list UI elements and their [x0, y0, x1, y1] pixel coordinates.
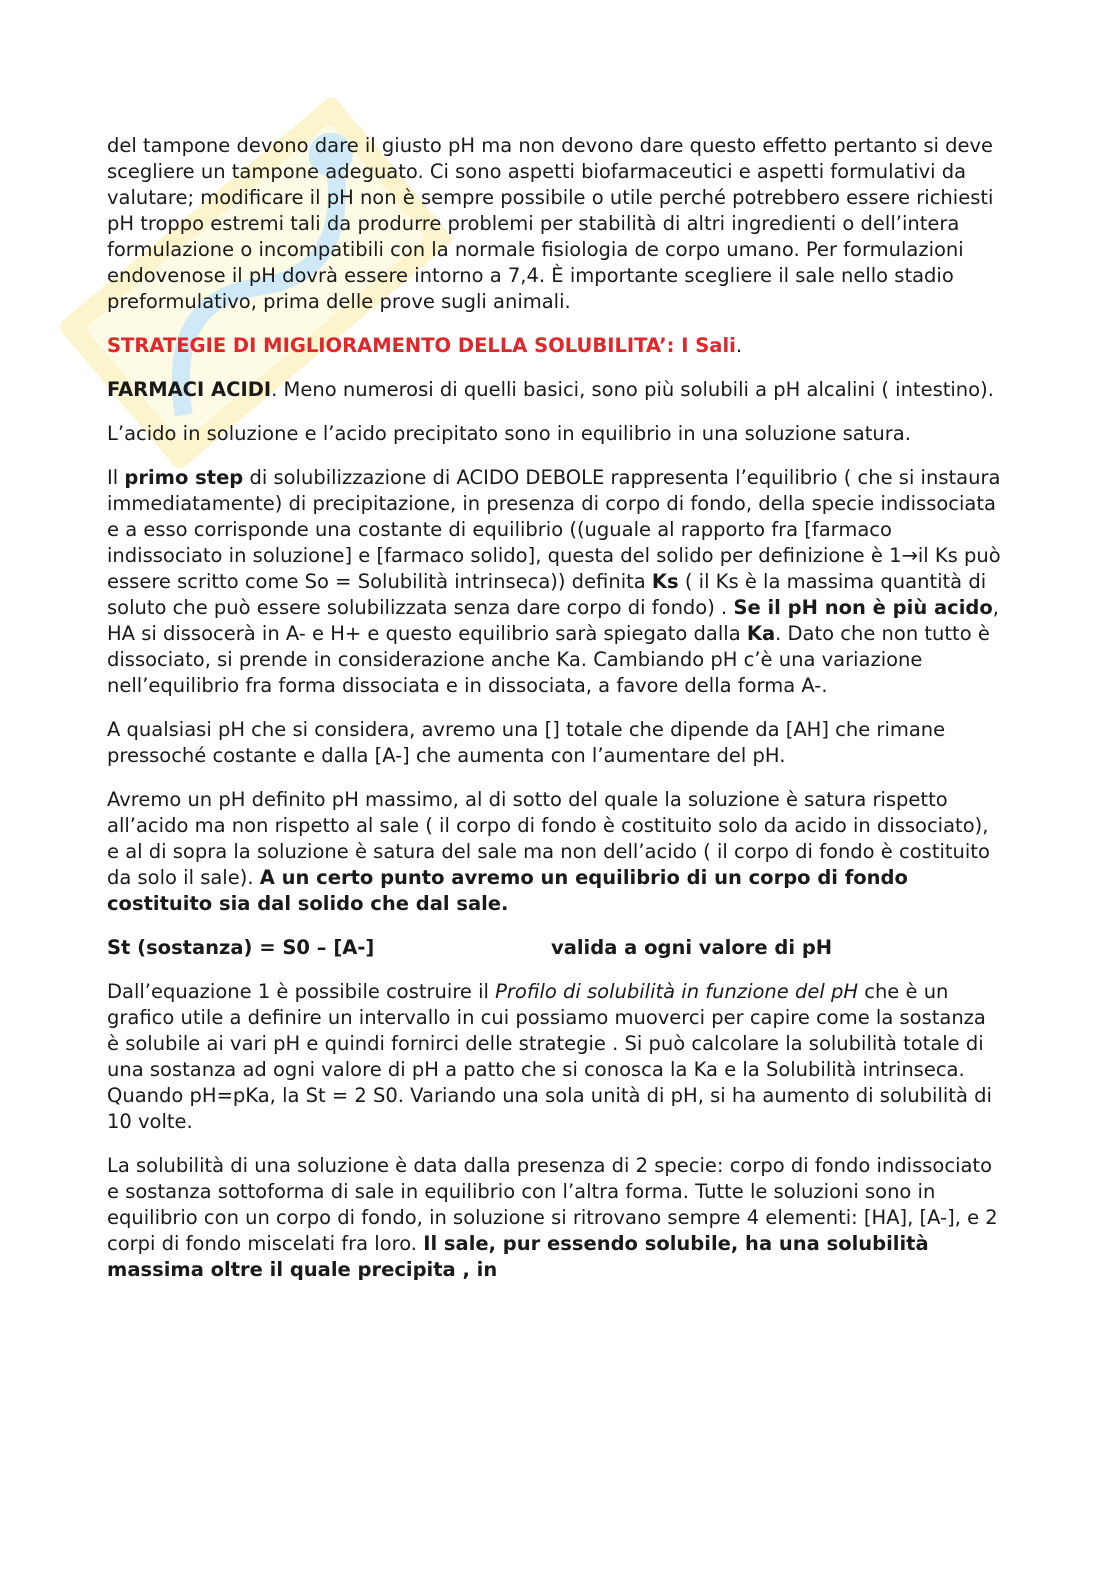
text-span: Avremo un pH definito pH massimo, al di sotto del quale la soluzione è satura rispetto all’acido ma non rispetto al sale ( il corpo di fondo è costituito solo da acido in dissociato), e al di sopra la soluzione è satura del sale ma non dell’acido ( il corpo di fondo è costituito da solo il sale).: [107, 788, 990, 889]
bold-ka: Ka: [746, 622, 776, 645]
text-span: di solubilizzazione di ACIDO DEBOLE rappresenta l’equilibrio ( che si instaura immediatamente) di precipitazione, in presenza di corpo di fondo, della specie indissociata e a esso corrisponde una costante di equilibrio ((uguale al rapporto fra [farmaco indissociato in soluzione] e [farmaco solido], questa del solido per definizione è 1: [107, 466, 1001, 567]
paragraph-farmaci-acidi: [107, 377, 1002, 403]
heading-tail: .: [735, 334, 743, 357]
bold-sale-solubile: Il sale, pur essendo solubile, ha una solubilità massima oltre il quale precipita , in: [107, 1232, 929, 1281]
paragraph-primo-step: [107, 465, 1002, 699]
italic-profilo: Profilo di solubilità in funzione del pH: [495, 980, 859, 1003]
text-span: , HA si dissocerà in A- e H+ e questo equilibrio sarà spiegato dalla: [107, 596, 999, 645]
bold-primo-step: primo step: [124, 466, 244, 489]
formula-lhs: St (sostanza) = S0 – [A-]: [107, 936, 375, 959]
paragraph-ph-massimo: [107, 787, 1002, 917]
section-heading: [107, 333, 1002, 359]
formula-line: [107, 935, 1002, 961]
paragraph-equazione: [107, 979, 1002, 1135]
paragraph-acido-soluzione: L’acido in soluzione e l’acido precipitato sono in equilibrio in una soluzione satura.: [107, 422, 911, 445]
arrow-icon: →: [901, 544, 918, 567]
text-span: . Dato che non tutto è dissociato, si prende in considerazione anche Ka. Cambiando pH c’è una variazione nell’equilibrio fra forma dissociata e in dissociata, a favore della forma A-.: [107, 622, 990, 697]
paragraph-qualsiasi-ph: A qualsiasi pH che si considera, avremo una [] totale che dipende da [AH] che rimane pressoché costante e dalla [A-] che aumenta con l’aumentare del pH.: [107, 718, 946, 767]
text-span: che è un grafico utile a definire un intervallo in cui possiamo muoverci per capire come la sostanza è solubile ai vari pH e quindi fornirci delle strategie . Si può calcolare la solubilità totale di una sostanza ad ogni valore di pH a patto che si conosca la Ka e la Solubilità intrinseca. Quando pH=pKa, la St = 2 S0. Variando una sola unità di pH, si ha aumento di solubilità di 10 volte.: [107, 980, 992, 1133]
formula-rhs: valida a ogni valore di pH: [551, 936, 833, 959]
text-span: il Ks può essere scritto come So = Solubilità intrinseca)) definita: [107, 544, 1001, 593]
farmaci-acidi-text: . Meno numerosi di quelli basici, sono più solubili a pH alcalini ( intestino).: [271, 378, 994, 401]
text-span: Dall’equazione 1 è possibile costruire il: [107, 980, 496, 1003]
bold-equilibrio: A un certo punto avremo un equilibrio di un corpo di fondo costituito sia dal solido che dal sale.: [107, 866, 908, 915]
document-body: [107, 133, 1002, 1301]
text-span: Il: [107, 466, 125, 489]
bold-ph-acido: Se il pH non è più acido: [733, 596, 993, 619]
heading-text: STRATEGIE DI MIGLIORAMENTO DELLA SOLUBILITA’: I Sali: [107, 334, 736, 357]
paragraph-solubilita-specie: [107, 1153, 1002, 1283]
paragraph-tampone: del tampone devono dare il giusto pH ma non devono dare questo effetto pertanto si deve scegliere un tampone adeguato. Ci sono aspetti biofarmaceutici e aspetti formulativi da valutare; modificare il pH non è sempre possibile o utile perché potrebbero essere richiesti pH troppo estremi tali da produrre problemi per stabilità di altri ingredienti o dell’intera formulazione o incompatibili con la normale fisiologia de corpo umano. Per formulazioni endovenose il pH dovrà essere intorno a 7,4. È importante scegliere il sale nello stadio preformulativo, prima delle prove sugli animali.: [107, 134, 994, 313]
text-span: La solubilità di una soluzione è data dalla presenza di 2 specie: corpo di fondo indissociato e sostanza sottoforma di sale in equilibrio con l’altra forma. Tutte le soluzioni sono in equilibrio con un corpo di fondo, in soluzione si ritrovano sempre 4 elementi: [HA], [A-], e 2 corpi di fondo miscelati fra loro.: [107, 1154, 998, 1255]
bold-ks: Ks: [651, 570, 679, 593]
text-span: ( il Ks è la massima quantità di soluto che può essere solubilizzata senza dare corpo di fondo) .: [107, 570, 987, 619]
farmaci-acidi-label: FARMACI ACIDI: [107, 378, 272, 401]
